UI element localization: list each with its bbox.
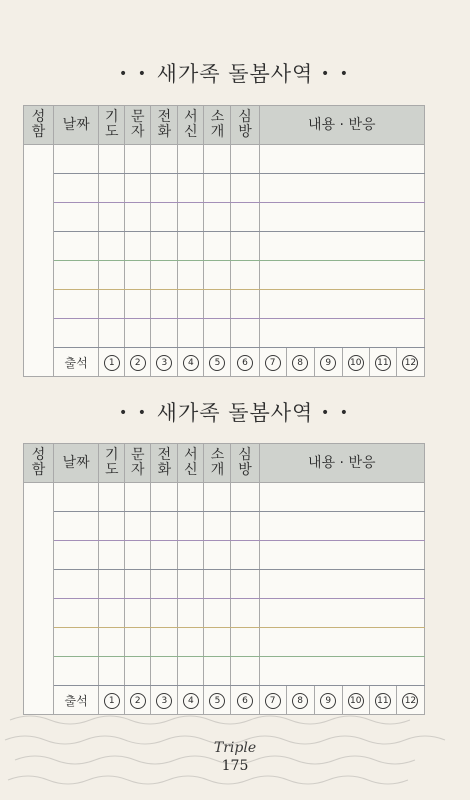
attendance-circle[interactable]: 3 [151,686,178,715]
header-letter: 서 신 [178,444,204,483]
attendance-circle[interactable]: 4 [178,348,204,377]
attendance-circle[interactable]: 11 [369,348,396,377]
header-text: 문 자 [125,444,151,483]
attendance-circle[interactable]: 9 [314,348,342,377]
header-phone: 전 화 [151,444,178,483]
header-notes: 내용 · 반응 [259,444,424,483]
care-table [23,105,425,377]
header-letter: 서 신 [178,106,204,145]
section-title-text: 새가족 돌봄사역 [156,401,314,425]
date-cell[interactable] [54,483,99,512]
dots-icon: • • [119,66,149,82]
attendance-circle[interactable]: 2 [125,348,151,377]
header-phone: 전 화 [151,106,178,145]
attendance-circle[interactable]: 5 [204,686,231,715]
section-title [0,58,470,88]
header-notes: 내용 · 반응 [259,106,424,145]
attendance-circle[interactable]: 1 [99,686,125,715]
header-visit: 심 방 [231,444,259,483]
attendance-circle[interactable]: 2 [125,686,151,715]
header-intro: 소 개 [204,106,231,145]
attendance-circle[interactable]: 9 [314,686,342,715]
attendance-circle[interactable]: 10 [342,686,369,715]
header-name: 성 함 [24,106,54,145]
dots-icon: • • [119,405,149,421]
attendance-circle[interactable]: 1 [99,348,125,377]
section-title [0,397,470,427]
header-date: 날짜 [54,444,99,483]
footer-brand: Triple [213,740,257,756]
header-intro: 소 개 [204,444,231,483]
attendance-circle[interactable]: 5 [204,348,231,377]
notes-cell[interactable] [259,483,424,512]
dots-icon: • • [321,405,351,421]
attendance-circle[interactable]: 8 [286,686,314,715]
header-visit: 심 방 [231,106,259,145]
name-cell[interactable] [24,483,54,715]
header-text: 문 자 [125,106,151,145]
dots-icon: • • [321,66,351,82]
date-cell[interactable] [54,145,99,174]
attendance-row [24,686,425,715]
header-date: 날짜 [54,106,99,145]
attendance-circle[interactable]: 7 [259,686,286,715]
attendance-circle[interactable]: 4 [178,686,204,715]
section-title-text: 새가족 돌봄사역 [156,62,314,86]
attendance-circle[interactable]: 7 [259,348,286,377]
attendance-circle[interactable]: 8 [286,348,314,377]
care-table [23,443,425,715]
attendance-label: 출석 [54,686,99,715]
page-number: 175 [221,758,249,774]
notes-cell[interactable] [259,145,424,174]
header-prayer: 기 도 [99,444,125,483]
attendance-row [24,348,425,377]
attendance-circle[interactable]: 6 [231,686,259,715]
attendance-circle[interactable]: 3 [151,348,178,377]
attendance-label: 출석 [54,348,99,377]
attendance-circle[interactable]: 6 [231,348,259,377]
attendance-circle[interactable]: 10 [342,348,369,377]
header-prayer: 기 도 [99,106,125,145]
attendance-circle[interactable]: 12 [396,348,424,377]
header-name: 성 함 [24,444,54,483]
attendance-circle[interactable]: 12 [396,686,424,715]
attendance-circle[interactable]: 11 [369,686,396,715]
name-cell[interactable] [24,145,54,377]
